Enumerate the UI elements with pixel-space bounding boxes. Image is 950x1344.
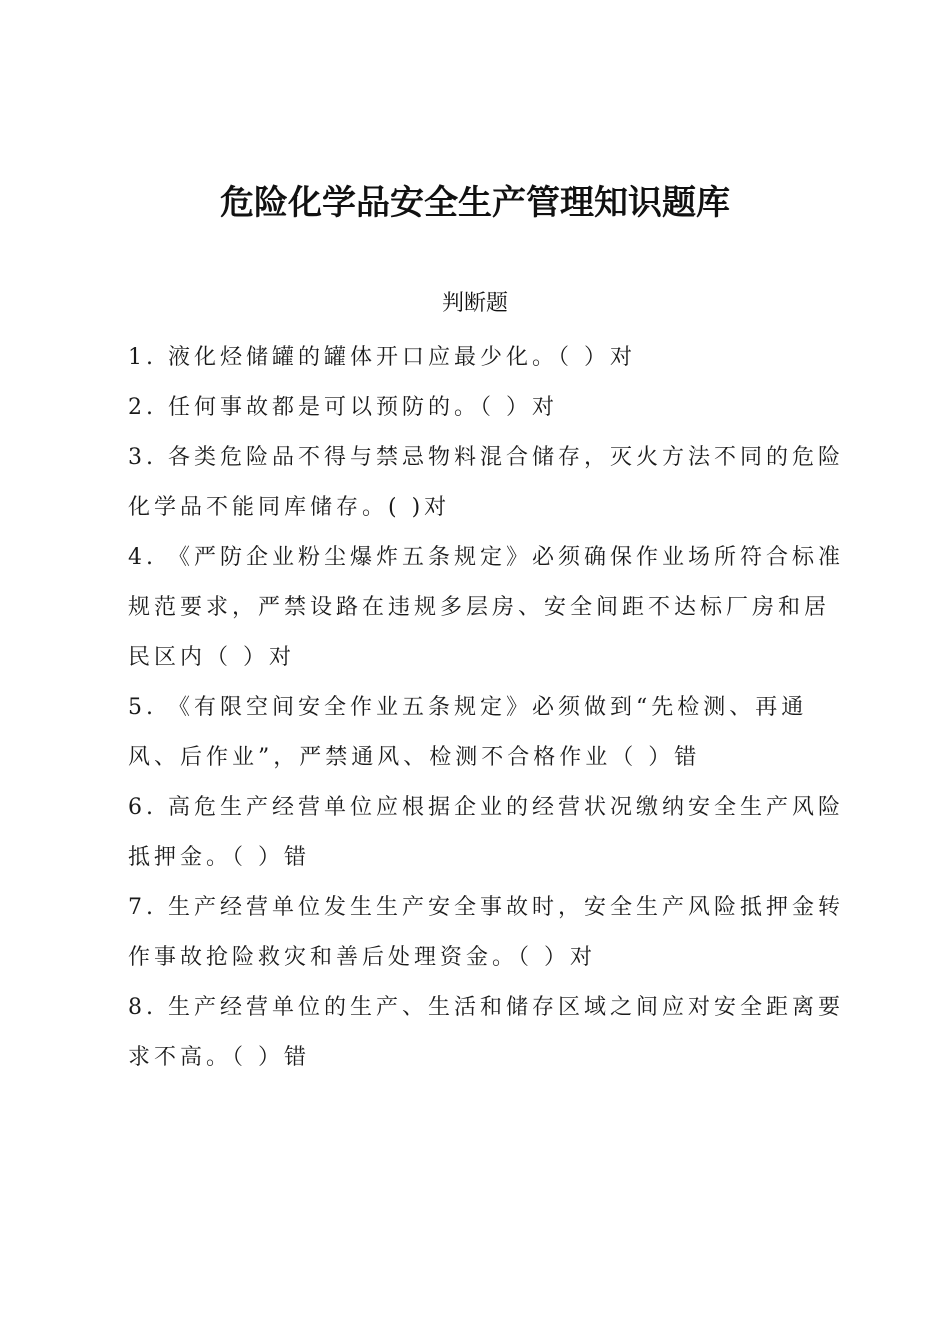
question-number: 8. (128, 995, 157, 1020)
question-number: 3. (128, 445, 157, 470)
question-number: 4. (128, 545, 157, 570)
question-answer: 对 (269, 645, 296, 670)
question-number: 7. (128, 895, 157, 920)
question-text: 各类危险品不得与禁忌物料混合储存，灭火方法不同的危险化学品不能同库储存。( ) (128, 445, 845, 520)
question-item (128, 333, 848, 383)
question-item (128, 883, 848, 983)
question-text: 液化烃储罐的罐体开口应最少化。（ ） (168, 345, 610, 370)
question-number: 6. (128, 795, 157, 820)
question-text: 任何事故都是可以预防的。（ ） (168, 395, 532, 420)
question-item (128, 533, 848, 683)
question-text: 《有限空间安全作业五条规定》必须做到“先检测、再通风、后作业”，严禁通风、检测不合格作业（ ） (128, 695, 808, 770)
question-answer: 错 (674, 745, 701, 770)
question-text: 生产经营单位的生产、生活和储存区域之间应对安全距离要求不高。（ ） (128, 995, 845, 1070)
question-answer: 对 (532, 395, 559, 420)
question-item (128, 983, 848, 1083)
question-item (128, 433, 848, 533)
question-item (128, 383, 848, 433)
question-answer: 错 (284, 845, 311, 870)
section-heading: 判断题 (441, 291, 508, 316)
question-answer: 错 (284, 1045, 311, 1070)
question-list (128, 333, 848, 1083)
question-number: 2. (128, 395, 157, 420)
question-text: 《严防企业粉尘爆炸五条规定》必须确保作业场所符合标准规范要求，严禁设路在违规多层房、安全间距不达标厂房和居民区内（ ） (128, 545, 845, 670)
question-answer: 对 (570, 945, 597, 970)
document-title: 危险化学品安全生产管理知识题库 (220, 183, 730, 223)
question-text: 高危生产经营单位应根据企业的经营状况缴纳安全生产风险抵押金。（ ） (128, 795, 845, 870)
question-answer: 对 (610, 345, 637, 370)
question-number: 5. (128, 695, 157, 720)
question-item (128, 783, 848, 883)
question-text: 生产经营单位发生生产安全事故时，安全生产风险抵押金转作事故抢险救灾和善后处理资金。（ ） (128, 895, 845, 970)
question-item (128, 683, 848, 783)
question-number: 1. (128, 345, 157, 370)
question-answer: 对 (424, 495, 451, 520)
